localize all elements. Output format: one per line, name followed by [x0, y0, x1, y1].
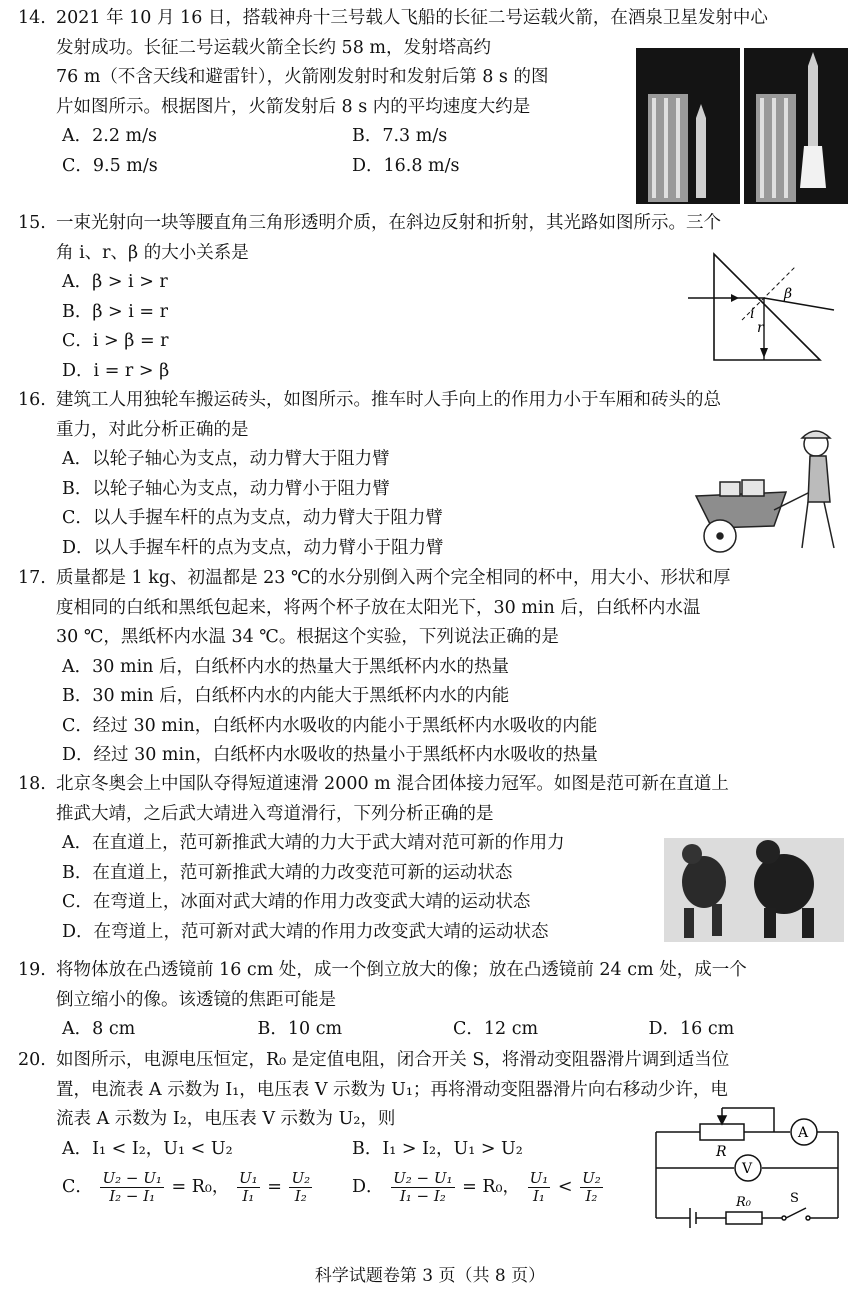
speed-skating-photo	[664, 838, 844, 942]
fraction	[528, 1170, 551, 1205]
question-stem-line: 建筑工人用独轮车搬运砖头，如图所示。推车时人手向上的作用力小于车厢和砖头的总	[56, 390, 721, 410]
option-d[interactable]	[352, 1170, 642, 1205]
question-17	[18, 564, 844, 771]
option-label: D．	[352, 1177, 384, 1197]
question-number: 17.	[18, 568, 46, 588]
page-footer: 科学试题卷第 3 页（共 8 页）	[314, 1266, 546, 1286]
label-R: R	[716, 1144, 727, 1160]
question-stem-line: 重力，对此分析正确的是	[56, 419, 249, 440]
numerator: U₂	[582, 1169, 601, 1187]
option-b[interactable]: B．7.3 m/s	[352, 126, 448, 146]
option-c[interactable]: C．以人手握车杆的点为支点，动力臂大于阻力臂	[62, 508, 443, 528]
label-S: S	[790, 1191, 799, 1206]
label-R0: R₀	[736, 1195, 751, 1210]
option-a[interactable]: A．I₁ < I₂，U₁ < U₂	[62, 1138, 233, 1159]
denominator: I₂ − I₁	[109, 1187, 156, 1205]
fraction	[289, 1170, 312, 1205]
equation-text: = R₀，	[462, 1177, 521, 1197]
question-stem-line: 流表 A 示数为 I₂，电压表 V 示数为 U₂，则	[56, 1109, 396, 1129]
option-d[interactable]: D．在弯道上，范可新对武大靖的作用力改变武大靖的运动状态	[62, 921, 549, 942]
denominator: I₁ − I₂	[399, 1187, 446, 1205]
option-c[interactable]: C．经过 30 min，白纸杯内水吸收的内能小于黑纸杯内水吸收的内能	[62, 715, 598, 736]
option-d[interactable]: D．以人手握车杆的点为支点，动力臂小于阻力臂	[62, 537, 444, 558]
option-d[interactable]: D．16 cm	[648, 1019, 735, 1039]
question-number: 19.	[18, 960, 46, 980]
question-stem-line: 76 m（不含天线和避雷针），火箭刚发射时和发射后第 8 s 的图	[56, 67, 549, 87]
triangle-prism	[714, 254, 820, 360]
denominator: I₁	[242, 1187, 255, 1205]
question-stem-line: 一束光射向一块等腰直角三角形透明介质，在斜边反射和折射，其光路如图所示。三个	[56, 213, 721, 233]
question-stem-line: 角 i、r、β 的大小关系是	[56, 242, 249, 263]
fraction	[237, 1170, 260, 1205]
question-stem-line: 2021 年 10 月 16 日，搭载神舟十三号载人飞船的长征二号运载火箭，在酒泉卫星发射中心	[56, 8, 768, 28]
question-stem-line: 置，电流表 A 示数为 I₁，电压表 V 示数为 U₁；再将滑动变阻器滑片向右移动少许，电	[56, 1079, 728, 1100]
fraction	[100, 1170, 163, 1205]
denominator: I₁	[532, 1187, 545, 1205]
option-a[interactable]: A．以轮子轴心为支点，动力臂大于阻力臂	[62, 449, 390, 469]
option-c[interactable]: C．9.5 m/s	[62, 155, 158, 176]
option-c[interactable]: C．i > β = r	[62, 331, 169, 351]
resistor-R0	[726, 1212, 762, 1224]
fraction	[580, 1170, 603, 1205]
angle-i-label: i	[750, 306, 755, 322]
option-b[interactable]: B．以轮子轴心为支点，动力臂小于阻力臂	[62, 478, 390, 499]
numerator: U₂	[291, 1169, 311, 1187]
equation-text: = R₀，	[171, 1177, 230, 1197]
option-a[interactable]: A．30 min 后，白纸杯内水的热量大于黑纸杯内水的热量	[62, 656, 509, 677]
circuit-diagram	[650, 1102, 846, 1228]
option-d[interactable]: D．i = r > β	[62, 360, 170, 381]
option-a[interactable]: A．2.2 m/s	[62, 126, 158, 146]
question-stem-line: 倒立缩小的像。该透镜的焦距可能是	[56, 989, 336, 1010]
label-V: V	[742, 1161, 753, 1177]
option-b[interactable]: B．30 min 后，白纸杯内水的内能大于黑纸杯内水的内能	[62, 686, 510, 706]
angle-beta-label: β	[784, 286, 793, 302]
option-d[interactable]: D．16.8 m/s	[352, 155, 460, 176]
denominator: I₂	[585, 1187, 598, 1205]
question-stem-line: 如图所示，电源电压恒定，R₀ 是定值电阻，闭合开关 S，将滑动变阻器滑片调到适当位	[56, 1050, 730, 1070]
equation-text: =	[267, 1177, 282, 1197]
label-A: A	[798, 1125, 809, 1141]
refracted-ray	[764, 298, 834, 310]
question-stem-line: 度相同的白纸和黑纸包起来，将两个杯子放在太阳光下，30 min 后，白纸杯内水温	[56, 597, 701, 618]
option-c[interactable]: C．在弯道上，冰面对武大靖的作用力改变武大靖的运动状态	[62, 892, 531, 912]
numerator: U₁	[238, 1169, 258, 1187]
question-number: 18.	[18, 774, 46, 794]
option-b[interactable]: B．β > i = r	[62, 301, 169, 322]
question-stem-line: 发射成功。长征二号运载火箭全长约 58 m，发射塔高约	[56, 37, 491, 58]
option-d[interactable]: D．经过 30 min，白纸杯内水吸收的热量小于黑纸杯内水吸收的热量	[62, 745, 598, 765]
question-stem-line: 30 ℃，黑纸杯内水温 34 ℃。根据这个实验，下列说法正确的是	[56, 627, 559, 647]
options-row	[62, 1015, 844, 1045]
question-stem-line: 推武大靖，之后武大靖进入弯道滑行，下列分析正确的是	[56, 803, 494, 824]
question-number: 20.	[18, 1050, 46, 1070]
option-a[interactable]: A．β > i > r	[62, 272, 168, 292]
rheostat-R	[700, 1124, 744, 1140]
fraction	[391, 1170, 454, 1205]
numerator: U₁	[529, 1169, 549, 1187]
numerator: U₂ − U₁	[393, 1169, 453, 1187]
question-number: 16.	[18, 390, 46, 410]
option-c[interactable]	[62, 1170, 352, 1205]
question-number: 15.	[18, 213, 46, 233]
switch-S	[786, 1208, 806, 1218]
option-a[interactable]: A．8 cm	[62, 1019, 136, 1039]
question-stem-line: 北京冬奥会上中国队夺得短道速滑 2000 m 混合团体接力冠军。如图是范可新在直道上	[56, 774, 729, 794]
option-c[interactable]: C．12 cm	[453, 1019, 539, 1039]
option-a[interactable]: A．在直道上，范可新推武大靖的力大于武大靖对范可新的作用力	[62, 833, 565, 853]
option-b[interactable]: B．10 cm	[257, 1019, 343, 1039]
option-b[interactable]: B．I₁ > I₂，U₁ > U₂	[352, 1138, 523, 1159]
denominator: I₂	[294, 1187, 307, 1205]
equation-text: <	[557, 1177, 573, 1197]
question-stem-line: 片如图所示。根据图片，火箭发射后 8 s 内的平均速度大约是	[56, 96, 531, 117]
light-refraction-diagram	[686, 248, 836, 370]
option-label: C．	[62, 1177, 93, 1197]
rocket-launch-photos	[636, 48, 848, 204]
question-number: 14.	[18, 8, 46, 28]
question-19	[18, 956, 844, 1045]
option-b[interactable]: B．在直道上，范可新推武大靖的力改变范可新的运动状态	[62, 862, 513, 883]
angle-r-label: r	[757, 320, 764, 336]
wheelbarrow-illustration	[690, 418, 848, 556]
numerator: U₂ − U₁	[102, 1169, 162, 1187]
question-stem-line: 质量都是 1 kg、初温都是 23 ℃的水分别倒入两个完全相同的杯中，用大小、形状和厚	[56, 568, 731, 588]
question-stem-line: 将物体放在凸透镜前 16 cm 处，成一个倒立放大的像；放在凸透镜前 24 cm 处，成一个	[56, 960, 747, 980]
